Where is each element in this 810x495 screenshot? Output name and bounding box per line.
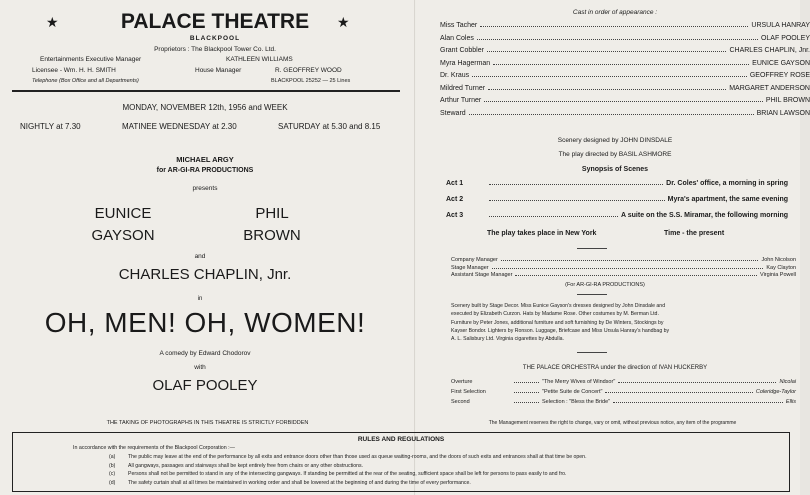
cast-actor: CHARLES CHAPLIN, Jnr. bbox=[729, 47, 810, 54]
music-row bbox=[451, 389, 796, 395]
scenery-credit: Scenery designed by JOHN DINSDALE bbox=[557, 137, 673, 144]
leader-dots bbox=[472, 76, 747, 77]
leader-dots bbox=[514, 392, 539, 393]
staff-row bbox=[451, 265, 796, 271]
cast-role: Alan Coles bbox=[440, 34, 474, 42]
star-left-icon: ★ bbox=[46, 14, 59, 30]
credit-line: Kayser Bondor. Lighters by Ronson. Luggage, Briefcase and Miss Ursula Hanray's handbag by bbox=[451, 327, 670, 334]
leader-dots bbox=[477, 39, 758, 40]
act-scene: Dr. Coles' office, a morning in spring bbox=[666, 180, 788, 187]
cast-actor: URSULA HANRAY bbox=[751, 22, 810, 29]
management-notice: The Management reserves the right to change, vary or omit, without previous notice, any item of the programme bbox=[488, 420, 737, 426]
leader-dots bbox=[488, 89, 726, 90]
act-scene: Myra's apartment, the same evening bbox=[667, 196, 788, 203]
music-part: Second bbox=[451, 399, 470, 405]
staff-row bbox=[451, 257, 796, 263]
leader-dots bbox=[469, 114, 754, 115]
house-name: R. GEOFFREY WOOD bbox=[275, 67, 342, 74]
photo-notice: THE TAKING OF PHOTOGRAPHS IN THIS THEATRE IS STRICTLY FORBIDDEN bbox=[106, 420, 309, 426]
rule-text: All gangways, passages and stairways shall be kept entirely free from chairs or any other obstructions. bbox=[128, 462, 363, 469]
staff-company: (For AR-GI-RA PRODUCTIONS) bbox=[565, 282, 645, 288]
rule-text: The safety curtain shall at all times be maintained in working order and shall be lowered at the beginning of and during the time of every performance. bbox=[128, 479, 471, 486]
cast-role: Mildred Turner bbox=[440, 84, 486, 92]
rule-mark: (a) bbox=[109, 454, 116, 460]
star2-last: BROWN bbox=[243, 227, 301, 244]
cast-role: Myra Hagerman bbox=[440, 59, 491, 67]
music-piece: Selection : "Bless the Bride" bbox=[542, 399, 611, 405]
cast-actor: EUNICE GAYSON bbox=[752, 59, 810, 67]
cast-row bbox=[440, 22, 810, 29]
music-row bbox=[451, 379, 796, 385]
cast-actor: PHIL BROWN bbox=[765, 97, 810, 104]
staff-name: Kay Clayton bbox=[766, 264, 796, 271]
exec-name: KATHLEEN WILLIAMS bbox=[226, 56, 293, 63]
act-label: Act 3 bbox=[446, 212, 464, 219]
place-text: The play takes place in New York bbox=[487, 230, 597, 237]
cast-row bbox=[440, 47, 810, 54]
rule-mark: (d) bbox=[109, 479, 116, 486]
time-text: Time - the present bbox=[664, 230, 725, 237]
leader-dots bbox=[613, 402, 783, 403]
leader-dots bbox=[484, 101, 763, 102]
leader-dots bbox=[493, 64, 749, 65]
act-label: Act 2 bbox=[446, 196, 464, 203]
cast-role: Dr. Kraus bbox=[440, 72, 470, 79]
music-part: Overture bbox=[451, 379, 473, 385]
leader-dots bbox=[492, 268, 764, 269]
rules-box bbox=[12, 432, 790, 492]
music-composer: Coleridge-Taylor bbox=[755, 389, 796, 395]
leader-dots bbox=[487, 51, 727, 52]
star1-first: EUNICE bbox=[94, 205, 152, 222]
matinee-times: MATINEE WEDNESDAY at 2.30 bbox=[122, 122, 237, 131]
star2-first: PHIL bbox=[255, 205, 289, 222]
rule-mark: (c) bbox=[109, 471, 116, 478]
leader-dots bbox=[515, 275, 757, 276]
leader-dots bbox=[605, 392, 752, 393]
play-title: OH, MEN! OH, WOMEN! bbox=[44, 307, 366, 338]
leader-dots bbox=[489, 200, 665, 201]
staff-name: Virginia Powell bbox=[760, 272, 796, 278]
rule-text: Persons shall not be permitted to stand in any of the intersecting gangways. If standing be permitted at the rear of the seating, sufficient space shall be left for persons to pass easily to and fro. bbox=[128, 471, 567, 478]
credit-line: executed by Elizabeth Curzon. Hats by Madame Rose. Other costumes by M. Berman Ltd. bbox=[451, 311, 659, 318]
leader-dots bbox=[489, 184, 663, 185]
act-scene: A suite on the S.S. Miramar, the following morning bbox=[621, 212, 788, 219]
cast-role: Miss Tacher bbox=[440, 22, 478, 29]
music-row bbox=[451, 399, 796, 405]
telephone-label: Telephone (Box Office and all Departments) bbox=[32, 78, 139, 84]
saturday-times: SATURDAY at 5.30 and 8.15 bbox=[278, 122, 381, 131]
music-piece: "The Merry Wives of Windsor" bbox=[542, 379, 616, 385]
cast-actor: BRIAN LAWSON bbox=[756, 109, 810, 117]
with-text: with bbox=[194, 364, 206, 371]
leader-dots bbox=[480, 26, 748, 27]
divider bbox=[577, 352, 607, 353]
credit-line: Scenery built by Stage Decor. Miss Eunice Gayson's dresses designed by John Dinsdale and bbox=[451, 303, 666, 309]
rules-heading: RULES AND REGULATIONS bbox=[357, 436, 445, 443]
leader-dots bbox=[501, 260, 759, 261]
staff-row bbox=[451, 272, 796, 278]
orchestra-credit: THE PALACE ORCHESTRA under the direction of IVAN HUCKERBY bbox=[522, 365, 708, 371]
producer: MICHAEL ARGY bbox=[176, 155, 234, 164]
leader-dots bbox=[514, 402, 539, 403]
leader-dots bbox=[514, 382, 539, 383]
cast-actor: GEOFFREY ROSE bbox=[749, 72, 810, 79]
leader-dots bbox=[618, 382, 776, 383]
rule-mark: (b) bbox=[109, 462, 116, 469]
divider bbox=[577, 248, 607, 249]
rule-text: The public may leave at the end of the performance by all exits and entrance doors other than those used as queue waiting-rooms, and the doors of such exits and entrances shall at that time be open. bbox=[128, 454, 587, 460]
production-company: for AR-GI-RA PRODUCTIONS bbox=[156, 167, 254, 174]
music-part: First Selection bbox=[451, 389, 486, 395]
exec-label: Entertainments Executive Manager bbox=[40, 56, 142, 63]
credit-line: Furniture by Peter Jones, additional furniture and soft furnishing by De Winters, Stockings by bbox=[451, 319, 664, 326]
cast-row bbox=[440, 97, 810, 104]
director-credit: The play directed by BASIL ASHMORE bbox=[558, 151, 672, 158]
credit-line: A. L. Salisbury Ltd. Virginia cigarettes by Abdulla. bbox=[451, 336, 564, 343]
theatre-town: BLACKPOOL bbox=[189, 35, 241, 42]
cast-row bbox=[440, 35, 810, 42]
cast-actor: OLAF POOLEY bbox=[760, 34, 810, 42]
music-composer: Nicolai bbox=[779, 379, 796, 385]
cast-actor: MARGARET ANDERSON bbox=[729, 84, 810, 92]
cast-role: Grant Cobbler bbox=[440, 47, 484, 54]
music-composer: Ellis bbox=[785, 399, 796, 405]
act-row bbox=[446, 196, 788, 203]
synopsis-heading: Synopsis of Scenes bbox=[581, 166, 649, 173]
cast-row bbox=[440, 85, 810, 92]
cast-row bbox=[440, 60, 810, 67]
cast-heading: Cast in order of appearance : bbox=[572, 9, 658, 16]
staff-role: Company Manager bbox=[451, 257, 498, 263]
act-row bbox=[446, 212, 788, 219]
presents-text: presents bbox=[192, 185, 218, 192]
divider bbox=[577, 294, 607, 295]
in-text: in bbox=[197, 296, 203, 302]
staff-role: Stage Manager bbox=[451, 264, 489, 271]
staff-name: John Nicolson bbox=[761, 257, 796, 263]
theatre-name: PALACE THEATRE bbox=[120, 10, 310, 33]
nightly-times: NIGHTLY at 7.30 bbox=[20, 122, 81, 131]
act-row bbox=[446, 180, 788, 187]
staff-role: Assistant Stage Manager bbox=[451, 272, 513, 278]
act-label: Act 1 bbox=[446, 180, 464, 187]
run-date: MONDAY, NOVEMBER 12th, 1956 and WEEK bbox=[122, 103, 288, 112]
cast-row bbox=[440, 72, 810, 79]
star3: CHARLES CHAPLIN, Jnr. bbox=[118, 266, 292, 283]
header-rule bbox=[12, 90, 400, 92]
telephone-number: BLACKPOOL 25252 — 25 Lines bbox=[271, 78, 351, 84]
cast-row bbox=[440, 110, 810, 117]
house-label: House Manager bbox=[195, 67, 242, 74]
music-piece: "Petite Suite de Concert" bbox=[542, 389, 603, 395]
star1-last: GAYSON bbox=[91, 227, 155, 244]
proprietors: Proprietors : The Blackpool Tower Co. Ltd. bbox=[154, 46, 276, 53]
cast-role: Steward bbox=[440, 109, 466, 117]
cast-role: Arthur Turner bbox=[440, 97, 482, 104]
licensee: Licensee - Wm. H. H. SMITH bbox=[32, 67, 116, 74]
rules-intro: In accordance with the requirements of the Blackpool Corporation :— bbox=[73, 445, 235, 451]
star-right-icon: ★ bbox=[337, 14, 350, 30]
and-text: and bbox=[194, 253, 206, 260]
leader-dots bbox=[489, 216, 618, 217]
star4: OLAF POOLEY bbox=[152, 377, 258, 394]
page-fold bbox=[414, 0, 416, 495]
comedy-credit: A comedy by Edward Chodorov bbox=[159, 350, 251, 357]
